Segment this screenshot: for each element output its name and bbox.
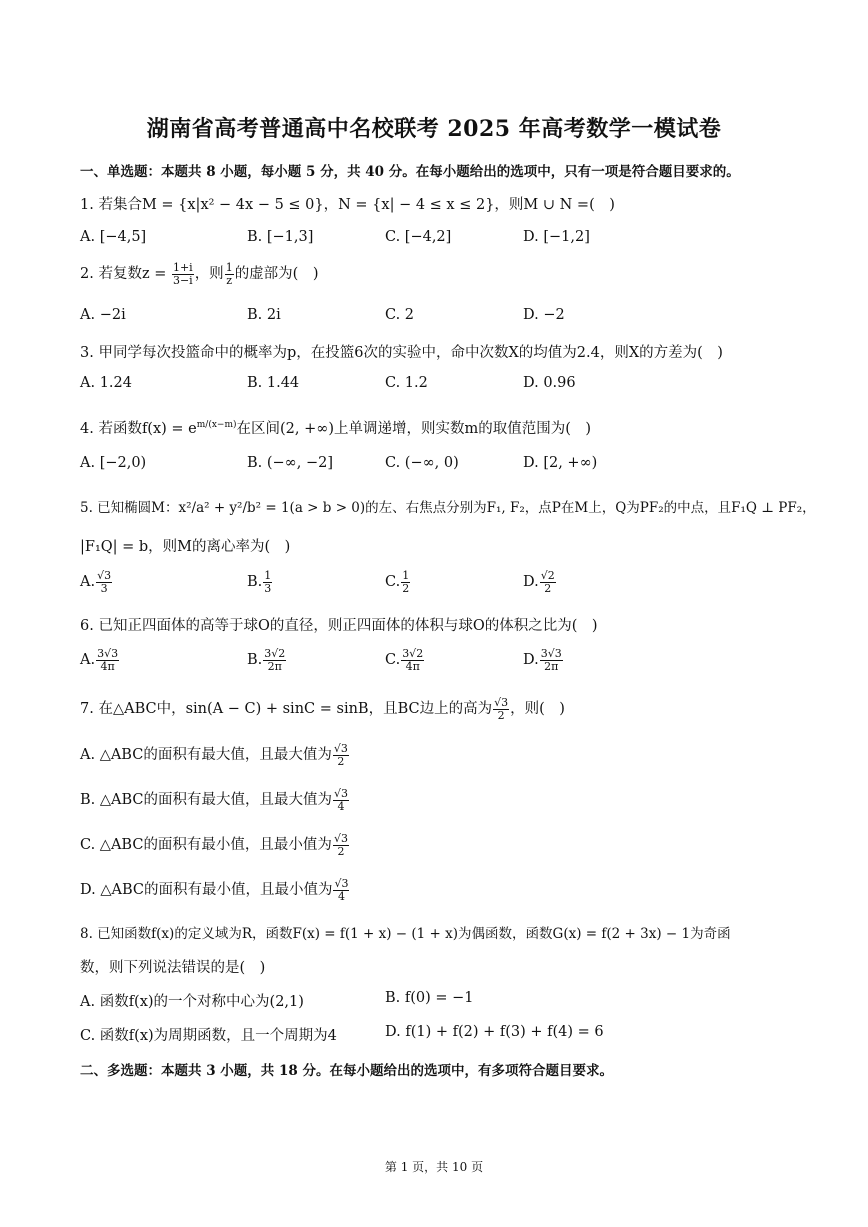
option-label: A.: [80, 652, 96, 669]
question-4-option-a: A. [−2,0): [80, 455, 147, 471]
question-5-option-d: [523, 570, 557, 594]
option-label: C.: [385, 652, 401, 669]
question-7-fraction: [493, 697, 509, 721]
fraction-numerator: 1+i: [172, 261, 193, 274]
question-2-stem-c: 的虚部为( ): [234, 266, 319, 283]
fraction-denominator: 2: [497, 708, 505, 722]
fraction-numerator: 1: [225, 261, 233, 274]
fraction-denominator: 4π: [405, 659, 420, 673]
question-2-option-c: C. 2: [385, 307, 415, 323]
fraction-numerator: √3: [333, 832, 348, 845]
question-2-stem: [80, 262, 319, 286]
question-2-option-b: B. 2i: [247, 307, 281, 323]
fraction-numerator: √3: [333, 742, 348, 755]
question-3-option-a: A. 1.24: [80, 375, 132, 391]
question-4-exponent: m/(x−m): [196, 420, 237, 431]
question-1-option-d: D. [−1,2]: [523, 229, 590, 245]
fraction-denominator: 2: [544, 581, 552, 595]
page-title: 湖南省高考普通高中名校联考 2025 年高考数学一模试卷: [146, 116, 722, 142]
question-6-option-c: [385, 648, 425, 672]
fraction-denominator: 3−i: [172, 273, 193, 287]
question-7-option-c: [80, 833, 350, 857]
question-3-stem: 3. 甲同学每次投篮命中的概率为p，在投篮6次的实验中，命中次数X的均值为2.4，则X的方差为( ): [80, 345, 723, 361]
question-7-stem-a: 7. 在△ABC中，sin(A − C) + sinC = sinB，且BC边上的高为: [80, 701, 493, 718]
question-6-option-d: [523, 648, 564, 672]
question-7-stem: [80, 697, 565, 721]
fraction-numerator: 3√3: [540, 647, 562, 660]
question-5-stem-line-1: 5. 已知椭圆M：x²/a² + y²/b² = 1(a > b > 0)的左、右焦点分别为F₁, F₂，点P在M上，Q为PF₂的中点，且F₁Q ⊥ PF₂，: [80, 500, 816, 516]
fraction-denominator: 3: [264, 581, 272, 595]
fraction-numerator: 3√2: [264, 647, 286, 660]
question-7-option-b: [80, 788, 350, 812]
question-4-stem: [80, 417, 591, 438]
fraction-numerator: √3: [334, 787, 349, 800]
question-7-stem-b: ，则( ): [510, 701, 565, 718]
question-6-option-a: [80, 648, 120, 672]
fraction-denominator: 4: [337, 889, 345, 903]
question-4-option-c: C. (−∞, 0): [385, 455, 459, 471]
question-2-stem-b: ，则: [194, 266, 224, 283]
fraction-numerator: 3√2: [402, 647, 424, 660]
fraction-numerator: 3√3: [97, 647, 119, 660]
option-label: C.: [385, 574, 401, 591]
question-1-option-b: B. [−1,3]: [247, 229, 314, 245]
page-footer: 第 1 页，共 10 页: [384, 1160, 484, 1174]
question-4-stem-a: 4. 若函数f(x) = e: [80, 421, 197, 437]
fraction-denominator: 2π: [267, 659, 282, 673]
question-7-option-d: [80, 878, 350, 902]
question-5-option-b: [247, 570, 273, 594]
question-1-stem: 1. 若集合M = {x|x² − 4x − 5 ≤ 0}，N = {x| − 4 ≤ x ≤ 2}，则M ∪ N =( ): [80, 197, 615, 213]
question-7-option-a: [80, 743, 350, 767]
fraction-numerator: 1: [402, 569, 410, 582]
fraction-denominator: 4π: [100, 659, 115, 673]
question-8-stem-line-2: 数，则下列说法错误的是( ): [80, 960, 266, 976]
fraction-denominator: 2: [337, 844, 345, 858]
question-8-stem-line-1: 8. 已知函数f(x)的定义域为R，函数F(x) = f(1 + x) − (1 + x)为偶函数，函数G(x) = f(2 + 3x) − 1为奇函: [80, 926, 731, 942]
question-4-stem-b: 在区间(2, +∞)上单调递增，则实数m的取值范围为( ): [236, 421, 592, 437]
fraction-denominator: 2: [402, 581, 410, 595]
fraction-denominator: 2: [337, 754, 345, 768]
section-heading-single-choice: 一、单选题：本题共 8 小题，每小题 5 分，共 40 分。在每小题给出的选项中，只有一项是符合题目要求的。: [80, 164, 740, 180]
question-1-option-c: C. [−4,2]: [385, 229, 452, 245]
option-label: B.: [247, 574, 263, 591]
option-text: D. △ABC的面积有最小值，且最小值为: [80, 882, 333, 899]
option-text: A. △ABC的面积有最大值，且最大值为: [80, 747, 332, 764]
question-6-stem: 6. 已知正四面体的高等于球O的直径，则正四面体的体积与球O的体积之比为( ): [80, 618, 598, 634]
section-heading-multiple-choice: 二、多选题：本题共 3 小题，共 18 分。在每小题给出的选项中，有多项符合题目要求。: [80, 1063, 613, 1079]
question-8-option-a: A. 函数f(x)的一个对称中心为(2,1): [80, 994, 304, 1010]
option-label: D.: [523, 574, 539, 591]
question-5-stem-line-2: |F₁Q| = b，则M的离心率为( ): [80, 539, 291, 555]
question-2-fraction-2: [225, 262, 234, 286]
question-6-option-b: [247, 648, 287, 672]
question-3-option-c: C. 1.2: [385, 375, 428, 391]
question-2-fraction: [172, 262, 194, 286]
question-3-option-b: B. 1.44: [247, 375, 300, 391]
fraction-denominator: 4: [337, 799, 345, 813]
question-8-option-b: B. f(0) = −1: [385, 990, 474, 1006]
question-2-option-d: D. −2: [523, 307, 565, 323]
fraction-numerator: √3: [494, 696, 509, 709]
option-label: B.: [247, 652, 263, 669]
question-5-option-c: [385, 570, 411, 594]
question-2-stem-a: 2. 若复数z =: [80, 266, 167, 283]
question-4-option-d: D. [2, +∞): [523, 455, 598, 471]
option-label: D.: [523, 652, 539, 669]
question-3-option-d: D. 0.96: [523, 375, 576, 391]
option-text: B. △ABC的面积有最大值，且最大值为: [80, 792, 333, 809]
fraction-denominator: z: [226, 273, 233, 287]
question-1-option-a: A. [−4,5]: [80, 229, 147, 245]
fraction-numerator: √3: [334, 877, 349, 890]
fraction-numerator: √2: [540, 569, 555, 582]
fraction-denominator: 3: [100, 581, 108, 595]
question-8-option-d: D. f(1) + f(2) + f(3) + f(4) = 6: [385, 1024, 604, 1040]
option-text: C. △ABC的面积有最小值，且最小值为: [80, 837, 332, 854]
option-label: A.: [80, 574, 96, 591]
question-8-option-c: C. 函数f(x)为周期函数，且一个周期为4: [80, 1028, 337, 1044]
fraction-numerator: √3: [97, 569, 112, 582]
fraction-numerator: 1: [264, 569, 272, 582]
question-4-option-b: B. (−∞, −2]: [247, 455, 334, 471]
question-5-option-a: [80, 570, 113, 594]
fraction-denominator: 2π: [544, 659, 559, 673]
question-2-option-a: A. −2i: [80, 307, 126, 323]
